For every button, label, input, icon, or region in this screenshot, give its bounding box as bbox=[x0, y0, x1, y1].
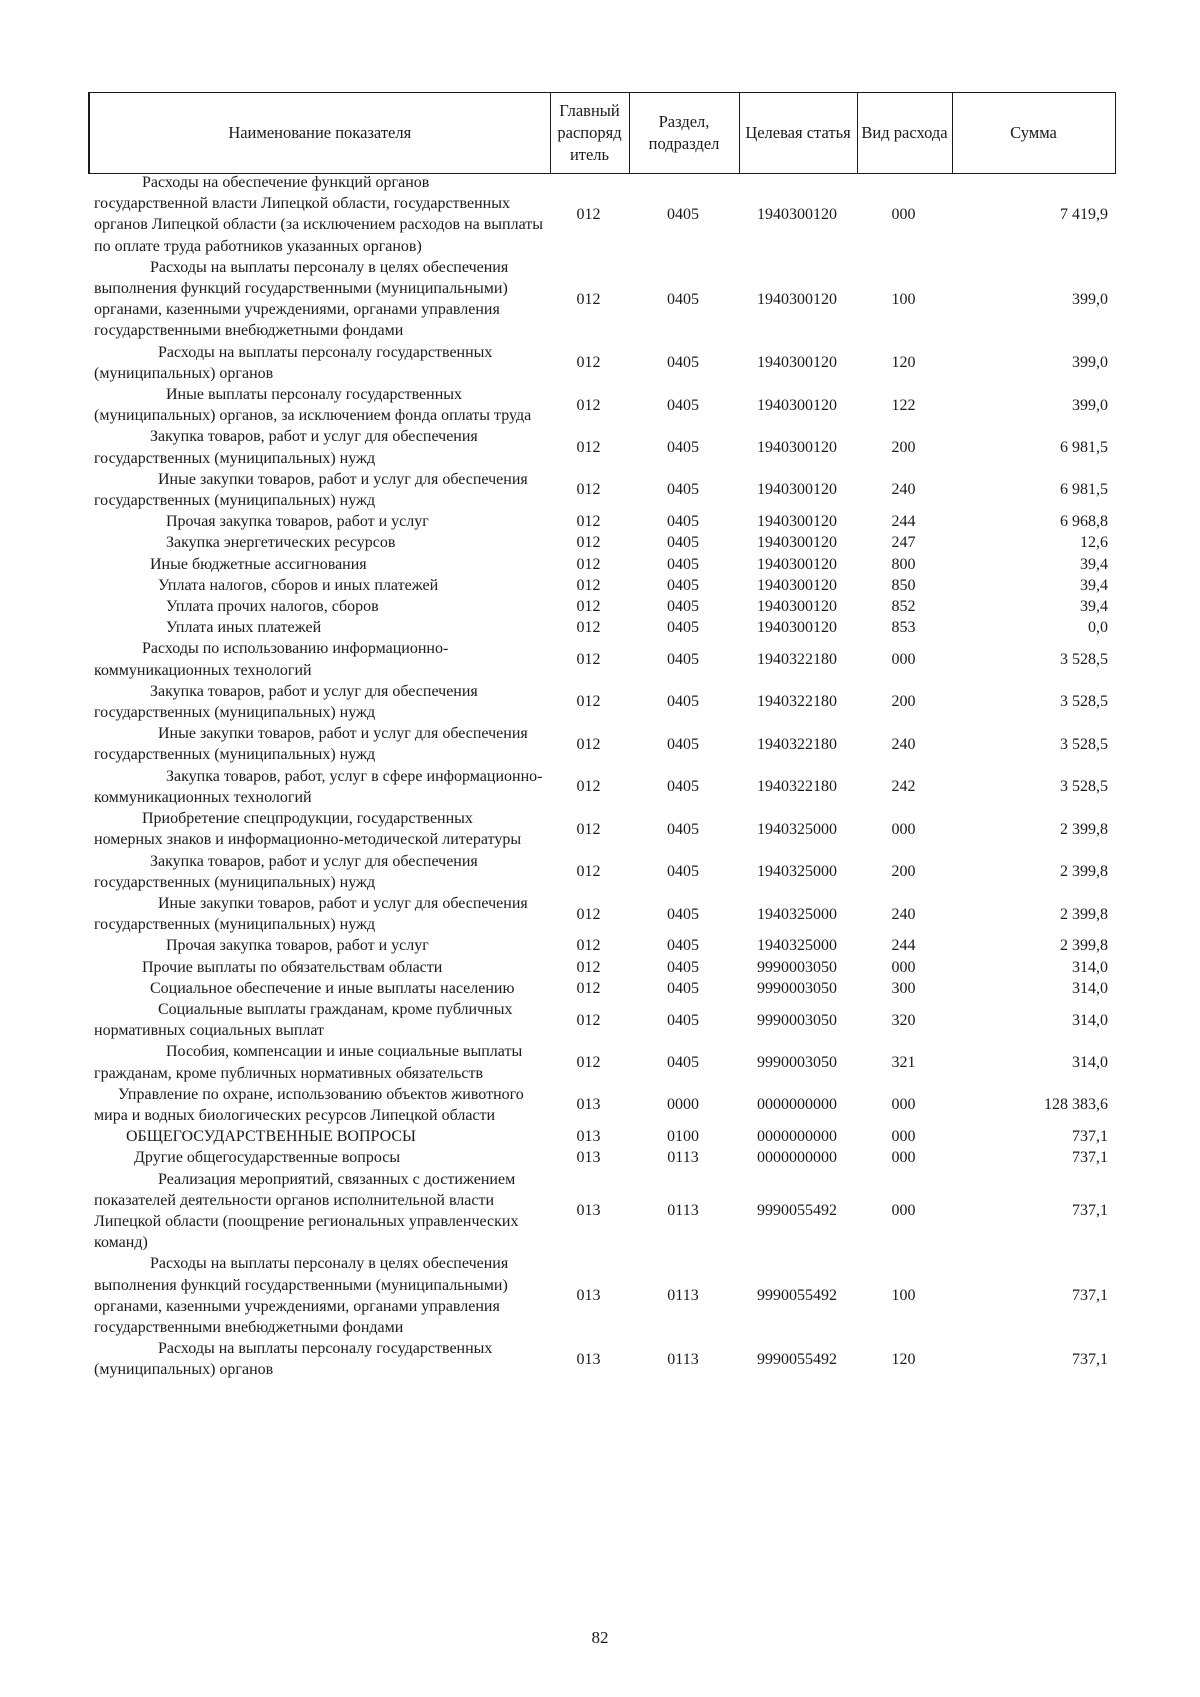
row-gr: 013 bbox=[576, 1202, 601, 1220]
row-name: Иные выплаты персоналу государственных (муниципальных) органов, за исключением фонда оплаты труда bbox=[94, 386, 532, 425]
row-vr: 122 bbox=[891, 396, 916, 414]
row-gr: 012 bbox=[576, 290, 601, 308]
row-vr: 120 bbox=[891, 354, 916, 372]
row-rz: 0405 bbox=[667, 396, 699, 414]
table-row bbox=[88, 575, 1114, 596]
header-cs: Целевая статья bbox=[739, 93, 857, 174]
page-number: 82 bbox=[591, 1628, 609, 1647]
row-sum: 128 383,6 bbox=[1044, 1096, 1108, 1114]
row-gr: 012 bbox=[576, 598, 601, 616]
row-vr: 321 bbox=[891, 1053, 916, 1071]
table-row bbox=[88, 511, 1114, 532]
row-rz: 0405 bbox=[667, 534, 699, 552]
row-vr: 320 bbox=[891, 1011, 916, 1029]
table-row bbox=[88, 1338, 1114, 1380]
row-vr: 000 bbox=[891, 651, 916, 669]
row-sum: 39,4 bbox=[1080, 555, 1108, 573]
row-vr: 240 bbox=[891, 481, 916, 499]
row-cs: 1940300120 bbox=[757, 290, 837, 308]
row-sum: 737,1 bbox=[1072, 1202, 1108, 1220]
table-row bbox=[88, 978, 1114, 999]
row-sum: 6 981,5 bbox=[1060, 439, 1108, 457]
row-sum: 314,0 bbox=[1072, 958, 1108, 976]
row-rz: 0405 bbox=[667, 290, 699, 308]
row-cs: 1940300120 bbox=[757, 205, 837, 223]
row-gr: 013 bbox=[576, 1149, 601, 1167]
row-cs: 1940300120 bbox=[757, 513, 837, 531]
row-name: Реализация мероприятий, связанных с достижением показателей деятельности органов исполнительной власти Липецкой области (поощрение региональных управленческих команд) bbox=[94, 1170, 519, 1252]
row-cs: 1940325000 bbox=[757, 905, 837, 923]
row-name: Уплата иных платежей bbox=[166, 619, 322, 637]
row-rz: 0000 bbox=[667, 1096, 699, 1114]
row-name: Расходы на обеспечение функций органов государственной власти Липецкой области, государственных органов Липецкой области (за исключением расходов на выплаты по оплате труда работников указанных органов) bbox=[94, 174, 544, 255]
row-sum: 7 419,9 bbox=[1060, 205, 1108, 223]
table-row bbox=[88, 851, 1114, 893]
row-sum: 2 399,8 bbox=[1060, 905, 1108, 923]
row-name: Уплата прочих налогов, сборов bbox=[166, 598, 379, 616]
header-gr: Главный распоряд итель bbox=[550, 93, 629, 174]
row-vr: 800 bbox=[891, 555, 916, 573]
row-cs: 1940322180 bbox=[757, 735, 837, 753]
row-gr: 012 bbox=[576, 576, 601, 594]
row-name: Расходы на выплаты персоналу в целях обеспечения выполнения функций государственными (муниципальными) органами, казенными учреждениями, органами управления государственными внебюджетными фондами bbox=[94, 258, 509, 340]
row-cs: 1940325000 bbox=[757, 937, 837, 955]
row-name: Управление по охране, использованию объектов животного мира и водных биологических ресурсов Липецкой области bbox=[94, 1085, 524, 1124]
row-vr: 244 bbox=[891, 513, 916, 531]
row-cs: 1940300120 bbox=[757, 354, 837, 372]
row-cs: 1940300120 bbox=[757, 598, 837, 616]
row-name: Социальное обеспечение и иные выплаты населению bbox=[150, 979, 515, 997]
row-cs: 9990003050 bbox=[757, 1011, 837, 1029]
header-name: Наименование показателя bbox=[89, 93, 550, 174]
row-gr: 012 bbox=[576, 979, 601, 997]
table-row bbox=[88, 1084, 1114, 1126]
row-sum: 399,0 bbox=[1072, 354, 1108, 372]
row-rz: 0100 bbox=[667, 1128, 699, 1146]
row-name: Расходы на выплаты персоналу государственных (муниципальных) органов bbox=[94, 343, 493, 382]
row-rz: 0405 bbox=[667, 513, 699, 531]
row-gr: 012 bbox=[576, 905, 601, 923]
table-row bbox=[88, 554, 1114, 575]
row-cs: 0000000000 bbox=[757, 1149, 837, 1167]
row-sum: 12,6 bbox=[1080, 534, 1108, 552]
row-name: Социальные выплаты гражданам, кроме публичных нормативных социальных выплат bbox=[94, 1000, 513, 1040]
table-row bbox=[88, 469, 1114, 511]
row-rz: 0405 bbox=[667, 354, 699, 372]
row-vr: 100 bbox=[891, 1287, 916, 1305]
row-cs: 9990003050 bbox=[757, 958, 837, 976]
table-row bbox=[88, 893, 1114, 935]
row-vr: 100 bbox=[891, 290, 916, 308]
row-sum: 399,0 bbox=[1072, 290, 1108, 308]
table-row bbox=[88, 172, 1114, 257]
row-vr: 244 bbox=[891, 937, 916, 955]
row-vr: 300 bbox=[891, 979, 916, 997]
row-rz: 0405 bbox=[667, 863, 699, 881]
row-rz: 0405 bbox=[667, 439, 699, 457]
row-sum: 737,1 bbox=[1072, 1287, 1108, 1305]
row-vr: 850 bbox=[891, 576, 916, 594]
row-gr: 013 bbox=[576, 1287, 601, 1305]
row-rz: 0405 bbox=[667, 651, 699, 669]
row-vr: 000 bbox=[891, 958, 916, 976]
row-name: Закупка товаров, работ и услуг для обеспечения государственных (муниципальных) нужд bbox=[94, 852, 478, 891]
row-cs: 9990003050 bbox=[757, 979, 837, 997]
header-sum: Сумма bbox=[952, 93, 1115, 174]
budget-table bbox=[88, 172, 1114, 1381]
row-sum: 3 528,5 bbox=[1060, 693, 1108, 711]
row-vr: 000 bbox=[891, 1202, 916, 1220]
row-name: Закупка товаров, работ и услуг для обеспечения государственных (муниципальных) нужд bbox=[94, 682, 478, 722]
row-sum: 737,1 bbox=[1072, 1350, 1108, 1368]
row-gr: 012 bbox=[576, 439, 601, 457]
row-vr: 000 bbox=[891, 820, 916, 838]
row-gr: 012 bbox=[576, 619, 601, 637]
row-cs: 0000000000 bbox=[757, 1096, 837, 1114]
row-name: Прочая закупка товаров, работ и услуг bbox=[166, 513, 429, 531]
row-cs: 1940322180 bbox=[757, 778, 837, 796]
row-gr: 012 bbox=[576, 937, 601, 955]
row-gr: 013 bbox=[576, 1350, 601, 1368]
row-sum: 6 968,8 bbox=[1060, 513, 1108, 531]
row-name: Иные закупки товаров, работ и услуг для обеспечения государственных (муниципальных) нужд bbox=[94, 470, 528, 510]
row-cs: 1940300120 bbox=[757, 555, 837, 573]
row-gr: 012 bbox=[576, 555, 601, 573]
row-vr: 853 bbox=[891, 619, 916, 637]
row-name: Закупка энергетических ресурсов bbox=[166, 534, 396, 552]
row-gr: 012 bbox=[576, 735, 601, 753]
row-gr: 012 bbox=[576, 534, 601, 552]
table-header bbox=[88, 92, 1116, 174]
table-row bbox=[88, 957, 1114, 978]
row-name: Расходы на выплаты персоналу государственных (муниципальных) органов bbox=[94, 1340, 493, 1379]
header-rz: Раздел, подраздел bbox=[629, 93, 739, 174]
row-cs: 1940322180 bbox=[757, 693, 837, 711]
row-rz: 0405 bbox=[667, 576, 699, 594]
row-cs: 9990055492 bbox=[757, 1202, 837, 1220]
table-row bbox=[88, 617, 1114, 638]
row-vr: 000 bbox=[891, 205, 916, 223]
row-cs: 1940300120 bbox=[757, 534, 837, 552]
row-rz: 0113 bbox=[667, 1350, 699, 1368]
row-rz: 0405 bbox=[667, 735, 699, 753]
row-name: Приобретение спецпродукции, государственных номерных знаков и информационно-методической литературы bbox=[94, 810, 522, 849]
row-sum: 399,0 bbox=[1072, 396, 1108, 414]
row-vr: 120 bbox=[891, 1350, 916, 1368]
row-name: Расходы по использованию информационно-коммуникационных технологий bbox=[94, 640, 449, 679]
row-name: Пособия, компенсации и иные социальные выплаты гражданам, кроме публичных нормативных обязательств bbox=[94, 1043, 523, 1082]
row-cs: 1940325000 bbox=[757, 863, 837, 881]
row-gr: 012 bbox=[576, 651, 601, 669]
table-row bbox=[88, 1041, 1114, 1083]
row-rz: 0113 bbox=[667, 1287, 699, 1305]
row-cs: 9990003050 bbox=[757, 1053, 837, 1071]
row-gr: 013 bbox=[576, 1096, 601, 1114]
row-sum: 0,0 bbox=[1088, 619, 1108, 637]
row-name: Другие общегосударственные вопросы bbox=[134, 1149, 401, 1167]
table-row bbox=[88, 532, 1114, 553]
row-sum: 314,0 bbox=[1072, 979, 1108, 997]
row-sum: 314,0 bbox=[1072, 1011, 1108, 1029]
row-cs: 0000000000 bbox=[757, 1128, 837, 1146]
row-gr: 012 bbox=[576, 481, 601, 499]
row-gr: 012 bbox=[576, 958, 601, 976]
row-vr: 242 bbox=[891, 778, 916, 796]
row-gr: 012 bbox=[576, 820, 601, 838]
row-rz: 0405 bbox=[667, 778, 699, 796]
table-row bbox=[88, 1169, 1114, 1254]
table-row bbox=[88, 808, 1114, 850]
row-sum: 3 528,5 bbox=[1060, 735, 1108, 753]
row-name: Уплата налогов, сборов и иных платежей bbox=[158, 576, 439, 594]
row-vr: 247 bbox=[891, 534, 916, 552]
row-sum: 314,0 bbox=[1072, 1053, 1108, 1071]
row-sum: 39,4 bbox=[1080, 576, 1108, 594]
row-cs: 1940300120 bbox=[757, 619, 837, 637]
row-sum: 3 528,5 bbox=[1060, 651, 1108, 669]
row-cs: 1940300120 bbox=[757, 481, 837, 499]
row-rz: 0405 bbox=[667, 619, 699, 637]
row-sum: 2 399,8 bbox=[1060, 937, 1108, 955]
row-rz: 0405 bbox=[667, 693, 699, 711]
header-row bbox=[89, 93, 1115, 174]
row-cs: 1940300120 bbox=[757, 396, 837, 414]
row-sum: 737,1 bbox=[1072, 1128, 1108, 1146]
row-rz: 0405 bbox=[667, 481, 699, 499]
row-cs: 1940300120 bbox=[757, 439, 837, 457]
row-name: Закупка товаров, работ, услуг в сфере информационно-коммуникационных технологий bbox=[94, 767, 543, 806]
row-vr: 000 bbox=[891, 1149, 916, 1167]
table-row bbox=[88, 257, 1114, 342]
row-name: Иные закупки товаров, работ и услуг для обеспечения государственных (муниципальных) нужд bbox=[94, 894, 528, 934]
table-row bbox=[88, 384, 1114, 426]
table-body bbox=[88, 172, 1114, 1381]
row-rz: 0405 bbox=[667, 1053, 699, 1071]
table-row bbox=[88, 766, 1114, 808]
table-row bbox=[88, 596, 1114, 617]
row-rz: 0405 bbox=[667, 905, 699, 923]
row-vr: 200 bbox=[891, 863, 916, 881]
row-name: ОБЩЕГОСУДАРСТВЕННЫЕ ВОПРОСЫ bbox=[126, 1128, 416, 1146]
row-rz: 0405 bbox=[667, 1011, 699, 1029]
table-row bbox=[88, 723, 1114, 765]
row-name: Закупка товаров, работ и услуг для обеспечения государственных (муниципальных) нужд bbox=[94, 428, 478, 467]
row-cs: 9990055492 bbox=[757, 1350, 837, 1368]
row-gr: 012 bbox=[576, 396, 601, 414]
header-vr: Вид расхода bbox=[857, 93, 952, 174]
row-rz: 0405 bbox=[667, 820, 699, 838]
row-name: Прочая закупка товаров, работ и услуг bbox=[166, 937, 429, 955]
row-rz: 0113 bbox=[667, 1149, 699, 1167]
row-rz: 0405 bbox=[667, 937, 699, 955]
table-row bbox=[88, 681, 1114, 723]
table-row bbox=[88, 999, 1114, 1041]
row-cs: 1940325000 bbox=[757, 820, 837, 838]
row-gr: 013 bbox=[576, 1128, 601, 1146]
row-rz: 0405 bbox=[667, 598, 699, 616]
table-row bbox=[88, 935, 1114, 956]
row-rz: 0405 bbox=[667, 555, 699, 573]
table-row bbox=[88, 1126, 1114, 1147]
table-row bbox=[88, 1253, 1114, 1338]
row-sum: 39,4 bbox=[1080, 598, 1108, 616]
row-vr: 200 bbox=[891, 693, 916, 711]
row-vr: 000 bbox=[891, 1128, 916, 1146]
row-rz: 0405 bbox=[667, 205, 699, 223]
table-row bbox=[88, 426, 1114, 468]
row-vr: 240 bbox=[891, 735, 916, 753]
row-gr: 012 bbox=[576, 863, 601, 881]
row-gr: 012 bbox=[576, 205, 601, 223]
row-sum: 2 399,8 bbox=[1060, 820, 1108, 838]
row-cs: 1940300120 bbox=[757, 576, 837, 594]
row-name: Расходы на выплаты персоналу в целях обеспечения выполнения функций государственными (муниципальными) органами, казенными учреждениями, органами управления государственными внебюджетными фондами bbox=[94, 1255, 509, 1336]
row-name: Иные бюджетные ассигнования bbox=[150, 555, 367, 573]
row-gr: 012 bbox=[576, 1053, 601, 1071]
row-vr: 200 bbox=[891, 439, 916, 457]
row-gr: 012 bbox=[576, 693, 601, 711]
row-name: Прочие выплаты по обязательствам области bbox=[142, 958, 443, 976]
row-gr: 012 bbox=[576, 354, 601, 372]
row-rz: 0113 bbox=[667, 1202, 699, 1220]
row-cs: 9990055492 bbox=[757, 1287, 837, 1305]
row-sum: 737,1 bbox=[1072, 1149, 1108, 1167]
row-gr: 012 bbox=[576, 513, 601, 531]
table-row bbox=[88, 638, 1114, 680]
row-vr: 240 bbox=[891, 905, 916, 923]
row-sum: 3 528,5 bbox=[1060, 778, 1108, 796]
row-name: Иные закупки товаров, работ и услуг для обеспечения государственных (муниципальных) нужд bbox=[94, 725, 528, 764]
row-vr: 852 bbox=[891, 598, 916, 616]
row-rz: 0405 bbox=[667, 979, 699, 997]
row-vr: 000 bbox=[891, 1096, 916, 1114]
row-sum: 2 399,8 bbox=[1060, 863, 1108, 881]
row-rz: 0405 bbox=[667, 958, 699, 976]
table-row bbox=[88, 342, 1114, 384]
row-cs: 1940322180 bbox=[757, 651, 837, 669]
table-row bbox=[88, 1147, 1114, 1168]
row-sum: 6 981,5 bbox=[1060, 481, 1108, 499]
row-gr: 012 bbox=[576, 1011, 601, 1029]
row-gr: 012 bbox=[576, 778, 601, 796]
